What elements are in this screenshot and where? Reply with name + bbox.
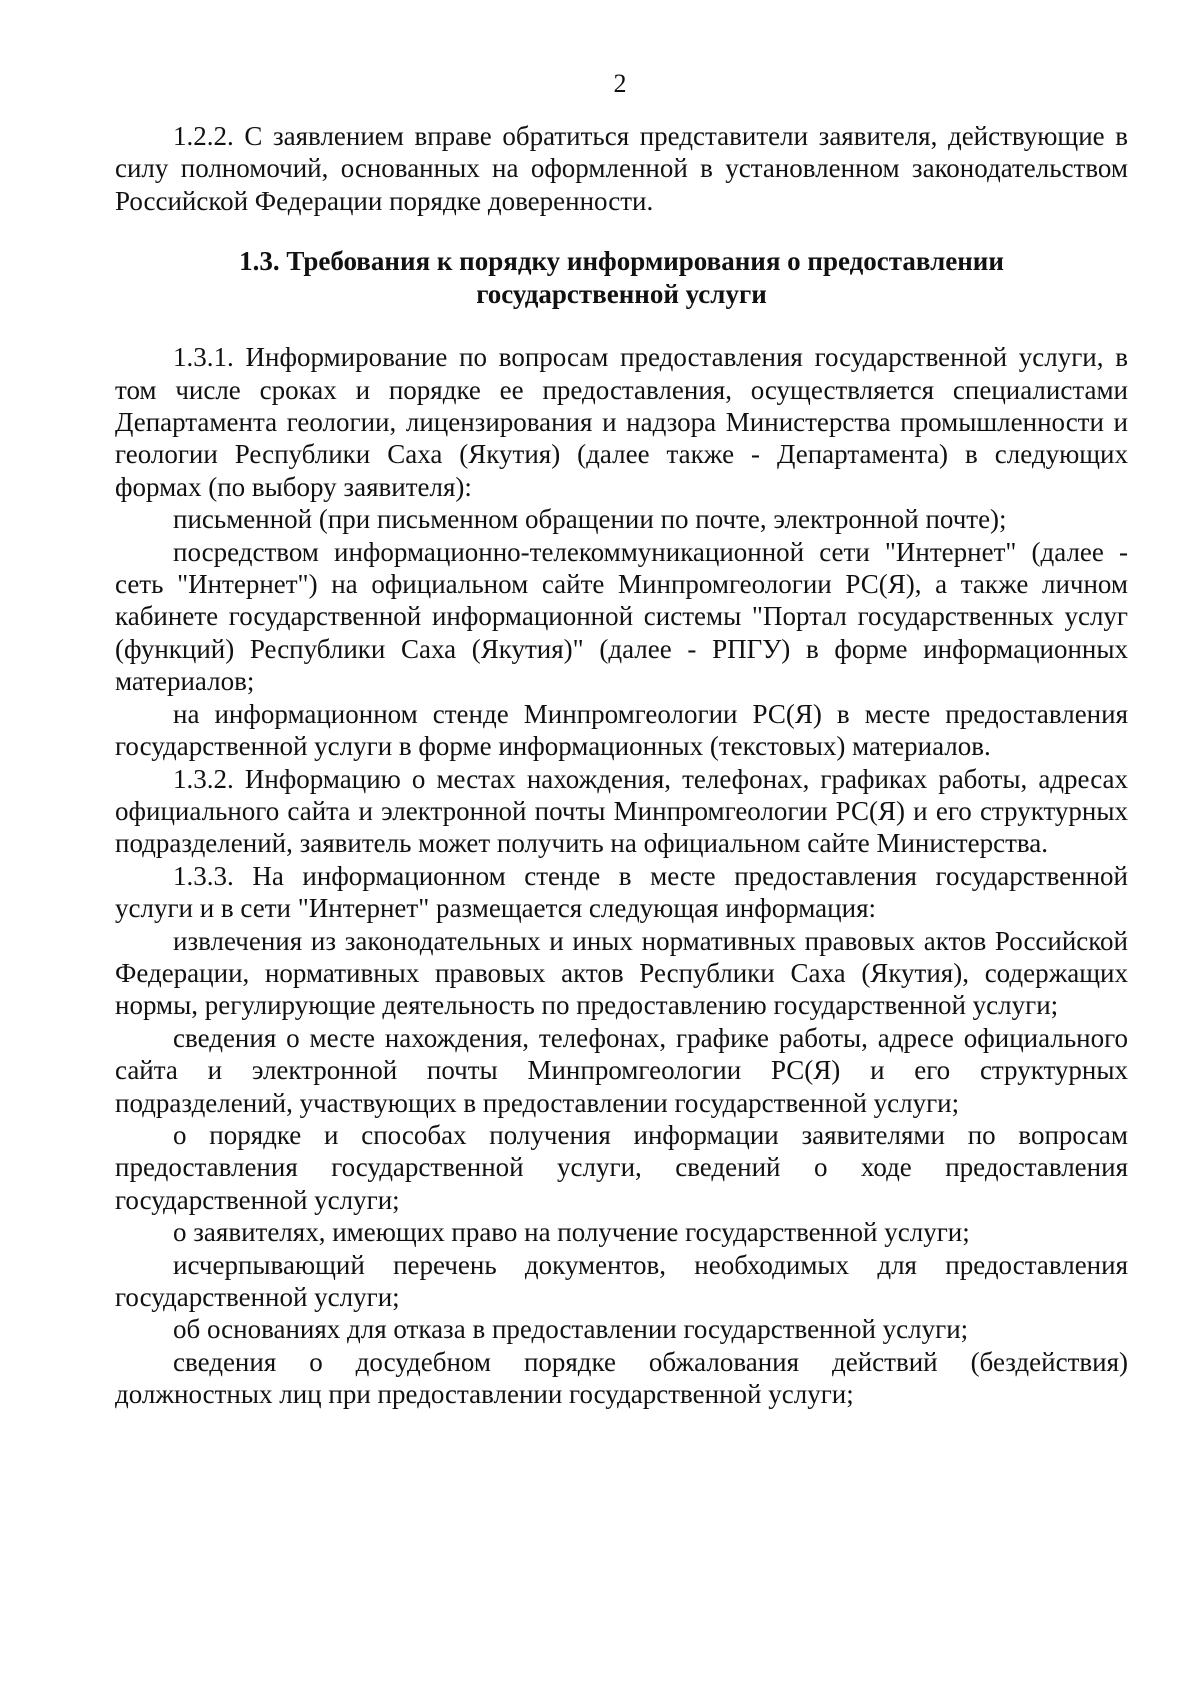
paragraph-1-3-1: 1.3.1. Информирование по вопросам предоставления государственной услуги, в том числе сроках и порядке ее предоставления, осуществляется специалистами Департамента геологии, лицензирования и надзора Министерства промышленности и геологии Республики Саха (Якутия) (далее также - Департамента) в следующих формах (по выбору заявителя): xyxy=(115,342,1128,502)
paragraph-1-3-2: 1.3.2. Информацию о местах нахождения, телефонах, графиках работы, адресах официального сайта и электронной почты Минпромгеологии РС(Я) и его структурных подразделений, заявитель может получить на официальном сайте Министерства. xyxy=(115,763,1128,859)
list-item-appeal-procedure: сведения о досудебном порядке обжалования действий (бездействия) должностных лиц при предоставлении государственной услуги; xyxy=(115,1346,1128,1410)
section-heading-line-2: государственной услуги xyxy=(476,279,767,310)
paragraph-1-2-2: 1.2.2. С заявлением вправе обратиться представители заявителя, действующие в силу полномочий, основанных на оформленной в установленном законодательством Российской Федерации порядке доверенности. xyxy=(115,121,1128,216)
document-body xyxy=(115,120,1128,1411)
list-item-applicants: о заявителях, имеющих право на получение государственной услуги; xyxy=(173,1217,970,1248)
list-item-info-methods: о порядке и способах получения информации заявителями по вопросам предоставления государственной услуги, сведений о ходе предоставления государственной услуги; xyxy=(115,1119,1128,1215)
list-item-refusal-grounds: об основаниях для отказа в предоставлении государственной услуги; xyxy=(173,1314,969,1345)
list-item-documents-list: исчерпывающий перечень документов, необходимых для предоставления государственной услуги; xyxy=(115,1249,1128,1312)
list-item-internet-form: посредством информационно-телекоммуникационной сети "Интернет" (далее - сеть "Интернет") на официальном сайте Минпромгеологии РС(Я), а также личном кабинете государственной информационной системы "Портал государственных услуг (функций) Республики Саха (Якутия)" (далее - РПГУ) в форме информационных материалов; xyxy=(115,536,1128,697)
section-heading-line-1: 1.3. Требования к порядку информирования о предоставлении xyxy=(239,246,1004,277)
list-item-legal-extracts: извлечения из законодательных и иных нормативных правовых актов Российской Федерации, нормативных правовых актов Республики Саха (Якутия), содержащих нормы, регулирующие деятельность по предоставлению государственной услуги; xyxy=(115,925,1128,1021)
list-item-written-form: письменной (при письменном обращении по почте, электронной почте); xyxy=(173,504,1007,535)
list-item-location-info: сведения о месте нахождения, телефонах, графике работы, адресе официального сайта и электронной почты Минпромгеологии РС(Я) и его структурных подразделений, участвующих в предоставлении государственной услуги; xyxy=(115,1022,1128,1118)
section-heading-1-3 xyxy=(115,245,1128,311)
page-number: 2 xyxy=(613,69,627,98)
paragraph-1-3-3: 1.3.3. На информационном стенде в месте предоставления государственной услуги и в сети "Интернет" размещается следующая информация: xyxy=(115,860,1128,924)
list-item-info-stand-form: на информационном стенде Минпромгеологии РС(Я) в месте предоставления государственной услуги в форме информационных (текстовых) материалов. xyxy=(115,698,1128,762)
